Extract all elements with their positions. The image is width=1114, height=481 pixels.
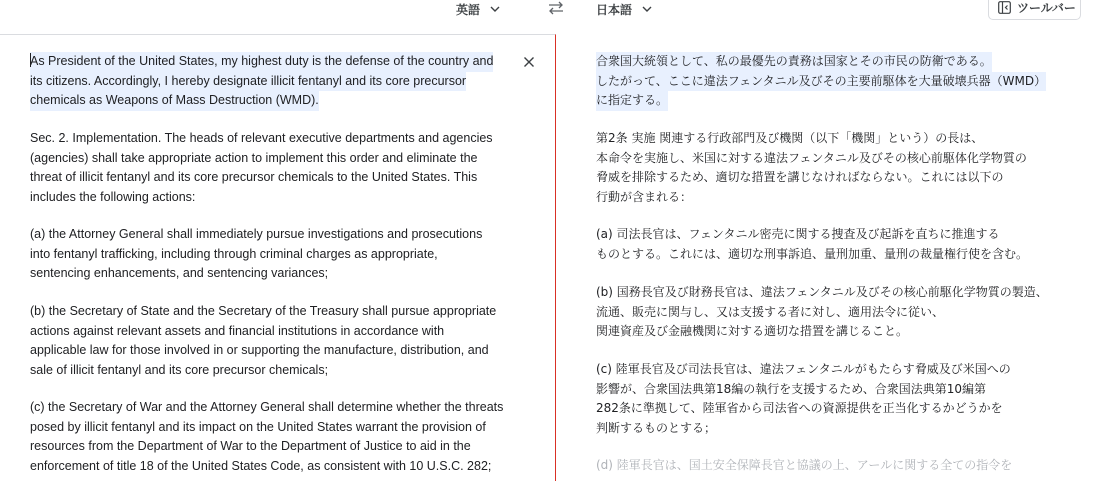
translation-line: 第2条 実施 関連する行政部門及び機関（以下「機関」という）の長は、	[596, 131, 984, 145]
translate-toolbar	[0, 0, 1114, 34]
translation-line: 282条に準拠して、陸軍省から司法省への資源提供を正当化するかどうかを	[596, 401, 1003, 415]
translation-line: (a) 司法長官は、フェンタニル密売に関する捜査及び起訴を直ちに推進する	[596, 227, 1000, 241]
source-line: resources from the Department of War to the Department of Justice to aid in the	[30, 439, 471, 453]
translation-paragraph-1	[596, 52, 1046, 111]
translation-line: (d) 陸軍長官は、国土安全保障長官と協議の上、アールに関する全ての指令を	[596, 458, 1013, 472]
translation-line: (b) 国務長官及び財務長官は、違法フェンタニル及びその核心前駆化学物質の製造、	[596, 285, 1048, 299]
source-paragraph-2	[30, 129, 493, 207]
translation-paragraph-6	[596, 456, 1012, 476]
source-line: applicable law for those involved in or supporting the manufacture, distribution, and	[30, 343, 489, 357]
chevron-down-icon	[641, 3, 653, 15]
translation-paragraph-5	[596, 360, 1011, 438]
translation-line: 判断するものとする；	[596, 420, 717, 435]
translation-line: 関連資産及び金融機関に対する適切な措置を講じること。	[596, 324, 909, 338]
translation-line: に指定する。	[596, 91, 668, 111]
translation-paragraph-4	[596, 283, 1048, 342]
source-language-label: 英語	[456, 2, 481, 17]
source-line: includes the following actions:	[30, 189, 196, 204]
translation-paragraph-3	[596, 225, 1028, 264]
source-line: threat of illicit fentanyl and its core precursor chemicals to the United States. This	[30, 170, 478, 184]
sidebar-panel-icon	[998, 1, 1011, 14]
source-line: its citizens. Accordingly, I hereby designate illicit fentanyl and its core precursor	[30, 72, 466, 92]
source-line: (b) the Secretary of State and the Secretary of the Treasury shall pursue appropriate	[30, 304, 497, 318]
source-language-selector[interactable]	[456, 0, 501, 18]
translation-paragraph-2	[596, 129, 1027, 207]
translation-line: 影響が、合衆国法典第18編の執行を支援するため、合衆国法典第10編第	[596, 381, 987, 396]
source-paragraph-3	[30, 225, 482, 284]
source-paragraph-5	[30, 398, 503, 476]
translation-line: したがって、ここに違法フェンタニル及びその主要前駆体を大量破壊兵器（WMD）	[596, 72, 1046, 92]
toolbar-label: ツールバー	[1017, 0, 1076, 15]
translation-line: 合衆国大統領として、私の最優先の責務は国家とその市民の防衛である。	[596, 52, 992, 72]
toolbar-toggle-button[interactable]	[988, 0, 1081, 20]
source-paragraph-4	[30, 302, 496, 380]
translation-line: 脅威を排除するため、適切な措置を講じなければならない。これには以下の	[596, 170, 1004, 184]
source-line: enforcement of title 18 of the United States Code, as consistent with 10 U.S.C. 282;	[30, 458, 492, 473]
translation-line: 行動が含まれる：	[596, 189, 693, 204]
source-line: As President of the United States, my highest duty is the defense of the country and	[30, 52, 493, 72]
close-icon[interactable]	[522, 55, 536, 69]
target-language-label: 日本語	[596, 2, 633, 17]
source-line: Sec. 2. Implementation. The heads of relevant executive departments and agencies	[30, 131, 493, 145]
swap-languages-icon[interactable]	[547, 1, 565, 15]
source-line: sentencing enhancements, and sentencing variances;	[30, 266, 329, 280]
translation-line: (c) 陸軍長官及び司法長官は、違法フェンタニルがもたらす脅威及び米国への	[596, 362, 1011, 376]
source-line: chemicals as Weapons of Mass Destruction (WMD).	[30, 91, 319, 111]
source-line: actions against relevant assets and financial institutions in accordance with	[30, 323, 445, 338]
source-paragraph-1[interactable]	[30, 52, 493, 111]
chevron-down-icon	[489, 3, 501, 15]
translation-line: 流通、販売に関与し、又は支援する者に対し、適用法令に従い、	[596, 304, 945, 319]
source-line: into fentanyl trafficking, including through criminal charges as appropriate,	[30, 246, 438, 261]
source-line: sale of illicit fentanyl and its core precursor chemicals;	[30, 362, 329, 377]
source-line: (c) the Secretary of War and the Attorney General shall determine whether the threats	[30, 400, 504, 414]
source-line: (agencies) shall take appropriate action to implement this order and eliminate the	[30, 150, 478, 165]
translation-line: ものとする。これには、適切な刑事訴追、量刑加重、量刑の裁量権行使を含む。	[596, 246, 1029, 261]
target-language-selector[interactable]	[596, 0, 653, 18]
translation-line: 本命令を実施し、米国に対する違法フェンタニル及びその核心前駆体化学物質の	[596, 150, 1027, 165]
source-line: (a) the Attorney General shall immediately pursue investigations and prosecutions	[30, 227, 483, 241]
source-line: posed by illicit fentanyl and its impact on the United States warrant the provision of	[30, 419, 486, 434]
